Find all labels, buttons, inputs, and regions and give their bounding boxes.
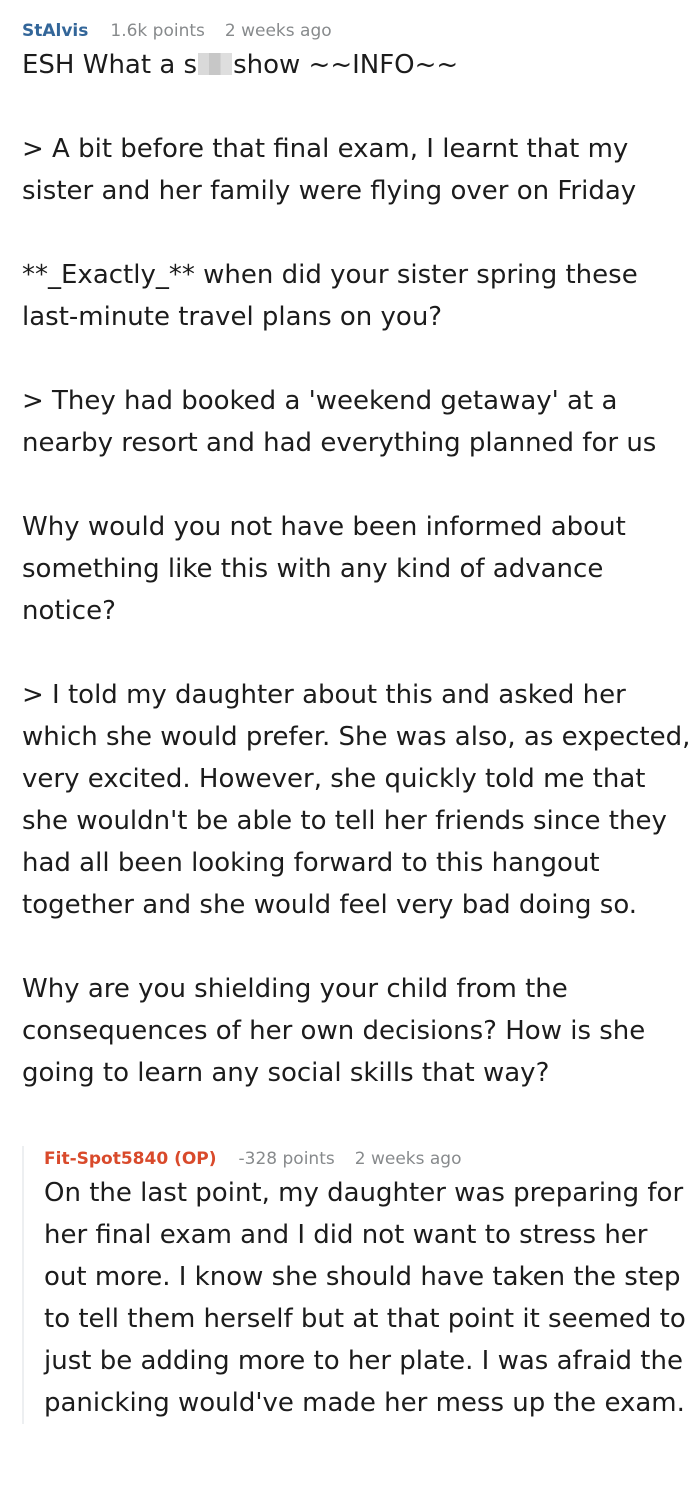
reply-time[interactable]: 2 weeks ago [354, 1149, 462, 1169]
comment-time[interactable]: 2 weeks ago [224, 21, 332, 41]
comment-points: 1.6k points [110, 21, 205, 41]
comment-paragraph: > They had booked a 'weekend getaway' at a nearby resort and had everything planned for us [22, 386, 657, 458]
comment-paragraph: Why would you not have been informed about something like this with any kind of advance notice? [22, 512, 626, 626]
comment-title-line [22, 44, 692, 86]
comment-title-prefix: ESH What a s [22, 50, 198, 80]
reply-meta [44, 1146, 694, 1172]
reply-author[interactable]: Fit-Spot5840 (OP) [44, 1149, 217, 1169]
comment-paragraph: > A bit before that final exam, I learnt that my sister and her family were flying over on Friday [22, 134, 637, 206]
reply-body [44, 1172, 694, 1424]
reply-comment [22, 1146, 694, 1424]
reply-text: On the last point, my daughter was preparing for her final exam and I did not want to stress her out more. I know she should have taken the step to tell them herself but at that point it seemed to just be adding more to her plate. I was afraid the panicking would've made her mess up the exam. [44, 1178, 686, 1418]
censor-block [198, 53, 232, 75]
parent-comment [22, 18, 692, 1094]
comment-meta [22, 18, 692, 44]
comment-body [22, 44, 692, 1094]
comment-author[interactable]: StAlvis [22, 21, 89, 41]
comment-paragraph: **_Exactly_** when did your sister spring these last-minute travel plans on you? [22, 260, 638, 332]
comment-title-suffix: show ~~INFO~~ [233, 50, 459, 80]
comment-paragraph: Why are you shielding your child from the consequences of her own decisions? How is she going to learn any social skills that way? [22, 974, 646, 1088]
comment-paragraph: > I told my daughter about this and asked her which she would prefer. She was also, as expected, very excited. However, she quickly told me that she wouldn't be able to tell her friends since they had all been looking forward to this hangout together and she would feel very bad doing so. [22, 680, 691, 920]
reply-points: -328 points [238, 1149, 335, 1169]
